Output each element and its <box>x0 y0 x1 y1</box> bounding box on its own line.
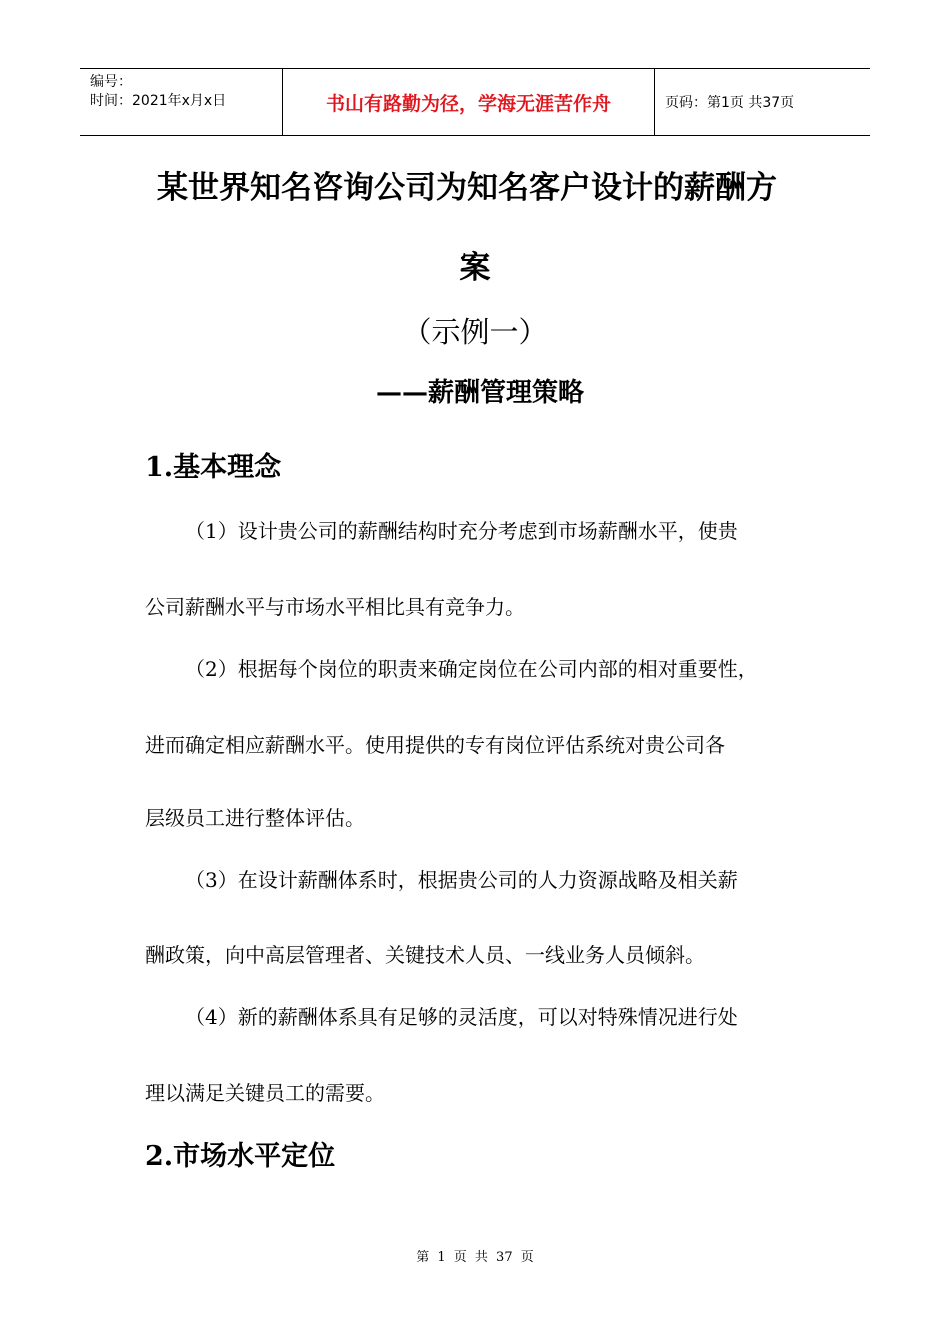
section-heading-market-positioning: 2.市场水平定位 <box>145 1141 336 1172</box>
paragraph-line: （4）新的薪酬体系具有足够的灵活度，可以对特殊情况进行处 <box>185 1005 738 1029</box>
paragraph-line: （1）设计贵公司的薪酬结构时充分考虑到市场薪酬水平，使贵 <box>185 519 738 543</box>
paragraph-line: 理以满足关键员工的需要。 <box>145 1081 385 1105</box>
header-motto: 书山有路勤为径，学海无涯苦作舟 <box>282 69 655 135</box>
paragraph-line: 层级员工进行整体评估。 <box>145 806 365 830</box>
page-footer: 第 1 页 共 37 页 <box>416 1250 534 1265</box>
document-title-line1: 某世界知名咨询公司为知名客户设计的薪酬方 <box>157 170 777 206</box>
header-page-info: 页码：第1页 共37页 <box>665 95 795 111</box>
section-heading-basic-concept: 1.基本理念 <box>145 452 282 483</box>
document-number-label: 编号： <box>90 74 132 90</box>
section-title: ——薪酬管理策略 <box>375 378 584 408</box>
paragraph-line: 进而确定相应薪酬水平。使用提供的专有岗位评估系统对贵公司各 <box>145 733 725 757</box>
paragraph-line: 公司薪酬水平与市场水平相比具有竞争力。 <box>145 595 525 619</box>
paragraph-line: （2）根据每个岗位的职责来确定岗位在公司内部的相对重要性， <box>185 657 758 681</box>
document-subtitle: （示例一） <box>402 315 548 349</box>
document-time-label: 时间：2021年x月x日 <box>90 93 227 109</box>
paragraph-line: 酬政策，向中高层管理者、关键技术人员、一线业务人员倾斜。 <box>145 943 705 967</box>
header-meta <box>80 69 282 135</box>
paragraph-line: （3）在设计薪酬体系时，根据贵公司的人力资源战略及相关薪 <box>185 868 738 892</box>
document-header <box>80 68 870 136</box>
document-title-line2: 案 <box>459 250 491 286</box>
